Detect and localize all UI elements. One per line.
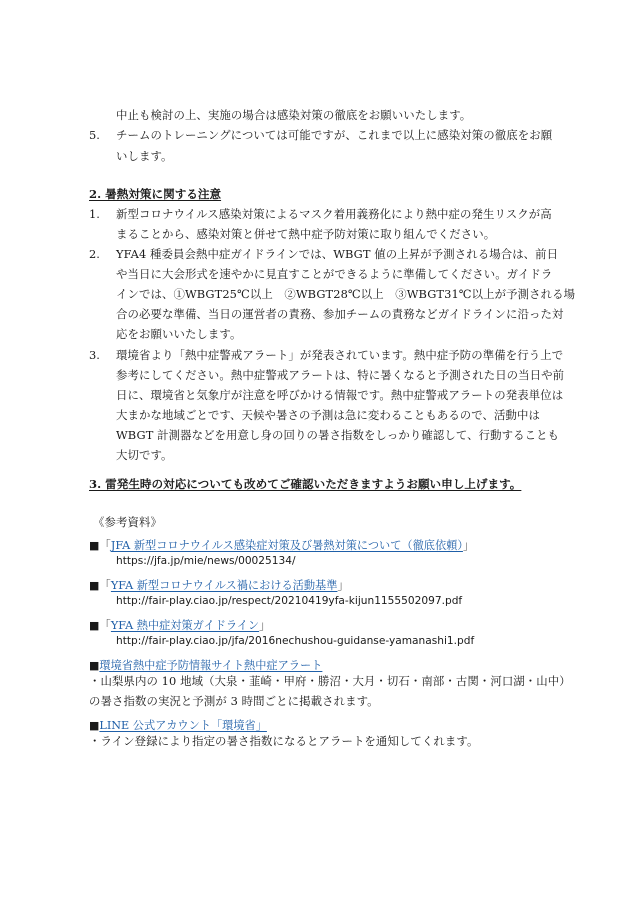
section-heading-underlined: 3. 雷発生時の対応についても改めてご確認いただきますようお願い申し上げます。 [89, 477, 522, 491]
reference-link-jfa[interactable]: JFA 新型コロナウイルス感染症対策及び暑熱対策について（徹底依頼） [110, 539, 463, 552]
list-item-text: いします。 [116, 149, 173, 163]
reference-link-line-account[interactable]: LINE 公式アカウント「環境省」 [99, 719, 267, 732]
bracket-close: 」 [259, 618, 271, 632]
reference-description: ・ライン登録により指定の暑さ指数になるとアラートを通知してくれます。 [89, 734, 479, 748]
bracket-open: 「 [99, 578, 111, 592]
bracket-open: 「 [99, 618, 111, 632]
reference-description: ・山梨県内の 10 地域（大泉・韮崎・甲府・勝沼・大月・切石・南部・古関・河口湖・山中） [89, 674, 571, 688]
list-item-text: 合の必要な準備、当日の運営者の責務、参加チームの責務などガイドラインに沿った対 [116, 307, 564, 321]
list-item-number: 3. [89, 348, 100, 362]
square-bullet-icon: ■ [89, 579, 100, 592]
list-item-text: 日に、環境省と気象庁が注意を呼びかける情報です。熱中症警戒アラートの発表単位は [116, 388, 564, 402]
reference-url: https://jfa.jp/mie/news/00025134/ [116, 555, 296, 567]
square-bullet-icon: ■ [89, 619, 100, 632]
list-item-text: 新型コロナウイルス感染対策によるマスク着用義務化により熱中症の発生リスクが高 [116, 207, 552, 221]
section-heading [89, 477, 521, 491]
reference-item [89, 614, 271, 633]
list-item-number: 1. [89, 207, 100, 221]
list-item-text: 参考にしてください。熱中症警戒アラートは、特に暑くなると予測された日の当日や前 [116, 368, 565, 382]
list-item-text: や当日に大会形式を速やかに見直すことができるように準備してください。ガイドラ [116, 267, 553, 281]
reference-item [89, 714, 267, 733]
reference-link-yfa-activity[interactable]: YFA 新型コロナウイルス禍における活動基準 [110, 579, 338, 592]
reference-description: の暑さ指数の実況と予測が 3 時間ごとに掲載されます。 [89, 694, 379, 708]
reference-url: http://fair-play.ciao.jp/jfa/2016nechushou-guidanse-yamanashi1.pdf [116, 635, 475, 647]
list-item-text: インでは、①WBGT25℃以上 ②WBGT28℃以上 ③WBGT31℃以上が予測される場 [116, 287, 576, 301]
reference-url: http://fair-play.ciao.jp/respect/20210419yfa-kijun1155502097.pdf [116, 595, 463, 607]
reference-link-heat-site[interactable]: 環境省熱中症予防情報サイト熱中症アラート [99, 659, 323, 672]
list-item-text: 環境省より「熱中症警戒アラート」が発表されています。熱中症予防の準備を行う上で [116, 348, 564, 362]
list-item-text: WBGT 計測器などを用意し身の回りの暑さ指数をしっかり確認して、行動することも [116, 428, 560, 442]
section-heading: 2. 暑熱対策に関する注意 [89, 187, 222, 201]
list-item-text: 大まかな地域ごとです、天候や暑さの予測は急に変わることもあるので、活動中は [116, 408, 541, 422]
reference-item [89, 654, 322, 673]
square-bullet-icon: ■ [89, 539, 100, 552]
bracket-open: 「 [99, 538, 111, 552]
square-bullet-icon: ■ [89, 719, 100, 732]
bracket-close: 」 [462, 538, 475, 552]
list-item-text: 応をお願いいたします。 [116, 327, 242, 341]
list-item-text: YFA4 種委員会熱中症ガイドラインでは、WBGT 値の上昇が予測される場合は、前日 [116, 247, 559, 261]
reference-item [89, 574, 349, 593]
reference-link-yfa-heatstroke[interactable]: YFA 熱中症対策ガイドライン [110, 619, 260, 632]
list-item-text: チームのトレーニングについては可能ですが、これまで以上に感染対策の徹底をお願 [116, 128, 553, 142]
list-item-number: 2. [89, 247, 100, 261]
square-bullet-icon: ■ [89, 659, 100, 672]
list-item-number: 5. [89, 128, 100, 142]
references-title: 《参考資料》 [93, 515, 162, 529]
list-item-text: 大切です。 [116, 448, 173, 462]
list-item-continuation: 中止も検討の上、実施の場合は感染対策の徹底をお願いいたします。 [116, 108, 472, 122]
bracket-close: 」 [337, 578, 349, 592]
reference-item [89, 534, 474, 553]
list-item-text: まることから、感染対策と併せて熱中症予防対策に取り組んでください。 [116, 227, 496, 241]
